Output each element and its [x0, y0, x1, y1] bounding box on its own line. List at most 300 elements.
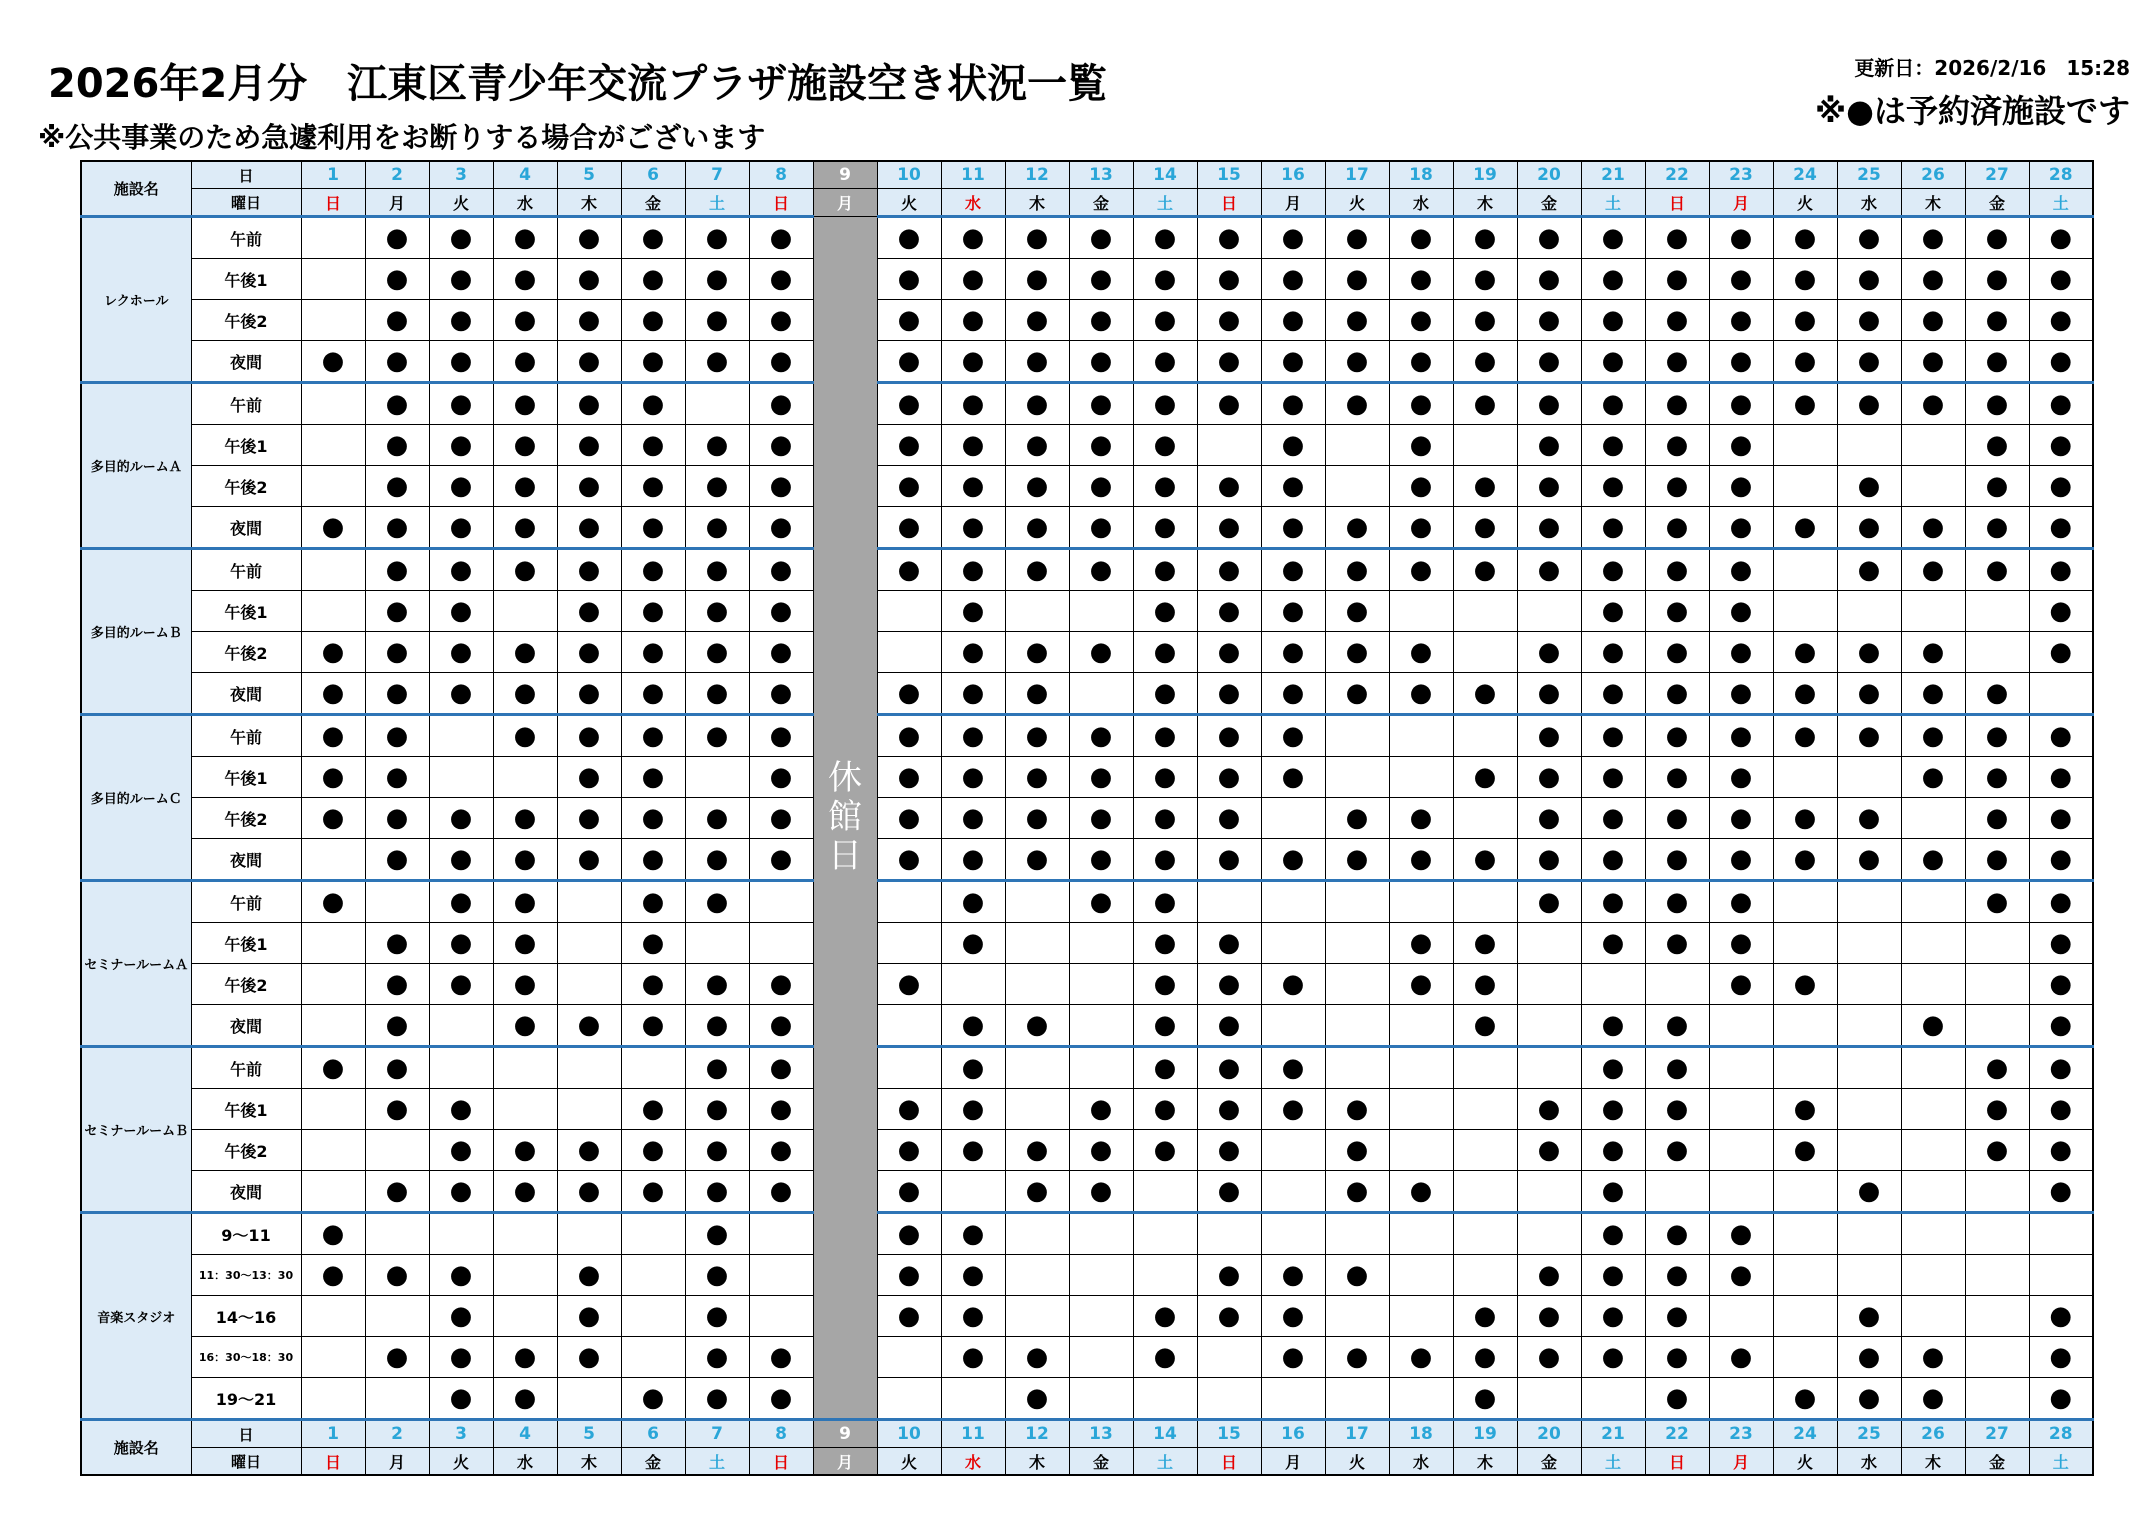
booked-cell: ●	[1581, 300, 1645, 341]
booked-cell: ●	[1709, 300, 1773, 341]
booked-cell: ●	[301, 757, 365, 798]
booked-cell: ●	[1133, 1047, 1197, 1089]
booked-cell: ●	[1773, 507, 1837, 549]
booked-cell: ●	[877, 839, 941, 881]
booked-cell: ●	[1453, 1005, 1517, 1047]
top-header-weekday: 火	[1773, 189, 1837, 217]
booked-cell: ●	[1965, 881, 2029, 923]
booked-cell: ●	[1197, 383, 1261, 425]
table-row	[81, 507, 2093, 549]
booked-cell: ●	[1517, 217, 1581, 259]
booked-cell: ●	[685, 1130, 749, 1171]
booked-cell: ●	[1773, 632, 1837, 673]
bottom-header-day-number: 24	[1773, 1420, 1837, 1448]
booked-cell: ●	[1005, 383, 1069, 425]
booked-cell: ●	[1197, 673, 1261, 715]
booked-cell: ●	[749, 549, 813, 591]
time-slot-label: 午後1	[191, 591, 301, 632]
booked-cell: ●	[749, 632, 813, 673]
booked-cell: ●	[557, 1130, 621, 1171]
booked-cell: ●	[749, 300, 813, 341]
booked-cell: ●	[1005, 632, 1069, 673]
time-slot-label: 午前	[191, 715, 301, 757]
top-header-day-number: 22	[1645, 161, 1709, 189]
available-cell	[301, 1337, 365, 1378]
booked-cell: ●	[1197, 1047, 1261, 1089]
booked-cell: ●	[1965, 715, 2029, 757]
booked-cell: ●	[1133, 217, 1197, 259]
booked-cell: ●	[941, 798, 1005, 839]
available-cell	[1389, 757, 1453, 798]
available-cell	[1709, 1296, 1773, 1337]
booked-cell: ●	[429, 507, 493, 549]
booked-cell: ●	[1389, 259, 1453, 300]
booked-cell: ●	[1197, 632, 1261, 673]
booked-cell: ●	[1709, 341, 1773, 383]
booked-cell: ●	[429, 798, 493, 839]
booked-cell: ●	[1197, 259, 1261, 300]
available-cell	[1709, 1130, 1773, 1171]
booked-cell: ●	[1773, 1378, 1837, 1420]
top-header-weekday: 月	[813, 189, 877, 217]
table-row	[81, 757, 2093, 798]
bottom-header-day-number: 2	[365, 1420, 429, 1448]
booked-cell: ●	[1645, 1005, 1709, 1047]
time-slot-label: 午後1	[191, 259, 301, 300]
booked-cell: ●	[429, 1255, 493, 1296]
booked-cell: ●	[941, 1089, 1005, 1130]
booked-cell: ●	[429, 425, 493, 466]
booked-cell: ●	[557, 1171, 621, 1213]
booked-cell: ●	[1325, 1130, 1389, 1171]
booked-cell: ●	[621, 507, 685, 549]
booked-cell: ●	[1965, 507, 2029, 549]
booked-cell: ●	[1261, 507, 1325, 549]
available-cell	[1773, 549, 1837, 591]
available-cell	[557, 1089, 621, 1130]
booked-cell: ●	[685, 591, 749, 632]
booked-cell: ●	[1773, 300, 1837, 341]
available-cell	[1325, 757, 1389, 798]
booked-cell: ●	[1261, 383, 1325, 425]
booked-cell: ●	[2029, 425, 2093, 466]
booked-cell: ●	[1325, 1337, 1389, 1378]
bottom-header-day-number: 5	[557, 1420, 621, 1448]
booked-cell: ●	[1453, 466, 1517, 507]
bottom-header-weekday: 月	[1261, 1448, 1325, 1476]
booked-cell: ●	[1197, 507, 1261, 549]
booked-cell: ●	[1325, 1255, 1389, 1296]
booked-cell: ●	[749, 757, 813, 798]
available-cell	[1389, 1213, 1453, 1255]
booked-cell: ●	[1581, 923, 1645, 964]
booked-cell: ●	[1773, 217, 1837, 259]
booked-cell: ●	[1389, 383, 1453, 425]
booked-cell: ●	[1325, 839, 1389, 881]
booked-cell: ●	[493, 259, 557, 300]
booked-cell: ●	[941, 839, 1005, 881]
booked-cell: ●	[365, 839, 429, 881]
available-cell	[1965, 632, 2029, 673]
booked-cell: ●	[1197, 964, 1261, 1005]
booked-cell: ●	[685, 259, 749, 300]
top-header-weekday: 日	[1645, 189, 1709, 217]
available-cell	[301, 1005, 365, 1047]
facility-name: 多目的ルームＡ	[81, 383, 191, 549]
booked-cell: ●	[429, 341, 493, 383]
booked-cell: ●	[429, 591, 493, 632]
booked-cell: ●	[1133, 673, 1197, 715]
bottom-header-facility-label: 施設名	[81, 1420, 191, 1476]
available-cell	[1005, 964, 1069, 1005]
time-slot-label: 夜間	[191, 1005, 301, 1047]
booked-cell: ●	[1197, 923, 1261, 964]
booked-cell: ●	[685, 964, 749, 1005]
available-cell	[1325, 1296, 1389, 1337]
top-header-day-number: 9	[813, 161, 877, 189]
time-slot-label: 夜間	[191, 1171, 301, 1213]
booked-cell: ●	[877, 341, 941, 383]
available-cell	[1901, 964, 1965, 1005]
booked-cell: ●	[557, 383, 621, 425]
booked-cell: ●	[685, 632, 749, 673]
booked-cell: ●	[2029, 1047, 2093, 1089]
booked-cell: ●	[1581, 1089, 1645, 1130]
available-cell	[301, 1130, 365, 1171]
available-cell	[1965, 591, 2029, 632]
table-row	[81, 341, 2093, 383]
booked-cell: ●	[1261, 839, 1325, 881]
booked-cell: ●	[557, 673, 621, 715]
booked-cell: ●	[621, 466, 685, 507]
booked-cell: ●	[1517, 259, 1581, 300]
available-cell	[2029, 673, 2093, 715]
booked-cell: ●	[685, 1005, 749, 1047]
top-header-weekday: 日	[301, 189, 365, 217]
available-cell	[1837, 1005, 1901, 1047]
available-cell	[493, 1089, 557, 1130]
booked-cell: ●	[2029, 798, 2093, 839]
booked-cell: ●	[1837, 839, 1901, 881]
booked-cell: ●	[1645, 757, 1709, 798]
booked-cell: ●	[1069, 881, 1133, 923]
booked-cell: ●	[1837, 549, 1901, 591]
booked-cell: ●	[1709, 923, 1773, 964]
top-header-day-number: 26	[1901, 161, 1965, 189]
booked-cell: ●	[1389, 1337, 1453, 1378]
available-cell	[1901, 923, 1965, 964]
available-cell	[1773, 1005, 1837, 1047]
booked-cell: ●	[1325, 798, 1389, 839]
booked-cell: ●	[2029, 383, 2093, 425]
available-cell	[1837, 1255, 1901, 1296]
available-cell	[1901, 1171, 1965, 1213]
top-header-weekday: 木	[1005, 189, 1069, 217]
top-header-day-number: 27	[1965, 161, 2029, 189]
booked-cell: ●	[1837, 673, 1901, 715]
booked-cell: ●	[1261, 259, 1325, 300]
booked-cell: ●	[1389, 217, 1453, 259]
available-cell	[1773, 591, 1837, 632]
top-header-day-number: 2	[365, 161, 429, 189]
booked-cell: ●	[1261, 673, 1325, 715]
booked-cell: ●	[1965, 217, 2029, 259]
available-cell	[1005, 923, 1069, 964]
available-cell	[621, 1047, 685, 1089]
booked-cell: ●	[877, 466, 941, 507]
available-cell	[1005, 591, 1069, 632]
booked-cell: ●	[429, 1171, 493, 1213]
booked-cell: ●	[1133, 425, 1197, 466]
booked-cell: ●	[749, 839, 813, 881]
booked-cell: ●	[1773, 798, 1837, 839]
booked-cell: ●	[557, 217, 621, 259]
booked-cell: ●	[1325, 673, 1389, 715]
booked-cell: ●	[1389, 466, 1453, 507]
time-slot-label: 午後2	[191, 300, 301, 341]
booked-cell: ●	[557, 798, 621, 839]
bottom-header-day-number: 15	[1197, 1420, 1261, 1448]
facility-name: 多目的ルームＣ	[81, 715, 191, 881]
available-cell	[1261, 798, 1325, 839]
table-row	[81, 383, 2093, 425]
available-cell	[1133, 1378, 1197, 1420]
top-header-weekday: 木	[1453, 189, 1517, 217]
booked-cell: ●	[1965, 798, 2029, 839]
available-cell	[1901, 1047, 1965, 1089]
available-cell	[301, 591, 365, 632]
available-cell	[301, 1296, 365, 1337]
table-row	[81, 881, 2093, 923]
booked-cell: ●	[1453, 341, 1517, 383]
booked-cell: ●	[1389, 507, 1453, 549]
booked-cell: ●	[1773, 715, 1837, 757]
bottom-header-weekday: 金	[1069, 1448, 1133, 1476]
available-cell	[1837, 757, 1901, 798]
booked-cell: ●	[749, 1047, 813, 1089]
available-cell	[1837, 1047, 1901, 1089]
updated-timestamp: 更新日：2026/2/16 15:28	[1854, 56, 2130, 80]
booked-cell: ●	[1389, 300, 1453, 341]
available-cell	[1965, 1337, 2029, 1378]
facility-name: 多目的ルームＢ	[81, 549, 191, 715]
booked-cell: ●	[429, 300, 493, 341]
booked-cell: ●	[1261, 757, 1325, 798]
booked-cell: ●	[1517, 673, 1581, 715]
available-cell	[1197, 1213, 1261, 1255]
available-cell	[1773, 757, 1837, 798]
booked-cell: ●	[2029, 507, 2093, 549]
booked-cell: ●	[1133, 466, 1197, 507]
available-cell	[1773, 1171, 1837, 1213]
booked-cell: ●	[1133, 507, 1197, 549]
table-row	[81, 964, 2093, 1005]
bottom-header-day-number: 28	[2029, 1420, 2093, 1448]
available-cell	[1837, 1130, 1901, 1171]
booked-cell: ●	[1453, 923, 1517, 964]
available-cell	[493, 1047, 557, 1089]
booked-cell: ●	[1069, 425, 1133, 466]
bottom-header-weekday: 水	[1389, 1448, 1453, 1476]
available-cell	[1965, 1005, 2029, 1047]
booked-cell: ●	[1581, 1005, 1645, 1047]
booked-cell: ●	[1965, 300, 2029, 341]
top-header-day-number: 28	[2029, 161, 2093, 189]
booked-cell: ●	[1197, 1171, 1261, 1213]
booked-cell: ●	[493, 839, 557, 881]
bottom-header-day-number: 19	[1453, 1420, 1517, 1448]
booked-cell: ●	[1069, 341, 1133, 383]
booked-cell: ●	[621, 673, 685, 715]
top-header-day-number: 6	[621, 161, 685, 189]
booked-cell: ●	[1709, 1213, 1773, 1255]
booked-cell: ●	[621, 1130, 685, 1171]
booked-cell: ●	[621, 425, 685, 466]
booked-cell: ●	[749, 1130, 813, 1171]
booked-cell: ●	[493, 466, 557, 507]
booked-cell: ●	[685, 798, 749, 839]
booked-cell: ●	[749, 591, 813, 632]
booked-cell: ●	[1645, 923, 1709, 964]
booked-cell: ●	[1709, 715, 1773, 757]
booked-cell: ●	[2029, 1337, 2093, 1378]
booked-cell: ●	[493, 549, 557, 591]
booked-cell: ●	[557, 757, 621, 798]
time-slot-label: 夜間	[191, 507, 301, 549]
booked-cell: ●	[301, 798, 365, 839]
available-cell	[1133, 1213, 1197, 1255]
top-header-weekday: 木	[557, 189, 621, 217]
bottom-header-weekday: 金	[621, 1448, 685, 1476]
booked-cell: ●	[2029, 217, 2093, 259]
available-cell	[1069, 1378, 1133, 1420]
booked-cell: ●	[1069, 300, 1133, 341]
booked-cell: ●	[1901, 259, 1965, 300]
booked-cell: ●	[1197, 839, 1261, 881]
available-cell	[749, 1255, 813, 1296]
booked-cell: ●	[1133, 300, 1197, 341]
booked-cell: ●	[1261, 1089, 1325, 1130]
available-cell	[877, 632, 941, 673]
available-cell	[1005, 1296, 1069, 1337]
available-cell	[365, 1296, 429, 1337]
booked-cell: ●	[1965, 259, 2029, 300]
booked-cell: ●	[1005, 839, 1069, 881]
table-row	[81, 839, 2093, 881]
booked-cell: ●	[1005, 217, 1069, 259]
booked-cell: ●	[557, 591, 621, 632]
available-cell	[301, 425, 365, 466]
booked-cell: ●	[1709, 798, 1773, 839]
booked-cell: ●	[1773, 341, 1837, 383]
booked-cell: ●	[493, 798, 557, 839]
booked-cell: ●	[1645, 1337, 1709, 1378]
available-cell	[749, 1213, 813, 1255]
booked-cell: ●	[1197, 341, 1261, 383]
top-header-day-number: 21	[1581, 161, 1645, 189]
booked-cell: ●	[1581, 507, 1645, 549]
available-cell	[2029, 1255, 2093, 1296]
available-cell	[1901, 1255, 1965, 1296]
booked-cell: ●	[1517, 839, 1581, 881]
booked-cell: ●	[1709, 1255, 1773, 1296]
booked-cell: ●	[749, 341, 813, 383]
available-cell	[1389, 881, 1453, 923]
time-slot-label: 午前	[191, 881, 301, 923]
booked-cell: ●	[1005, 341, 1069, 383]
available-cell	[557, 1213, 621, 1255]
available-cell	[1389, 591, 1453, 632]
booked-cell: ●	[1773, 383, 1837, 425]
table-row	[81, 1378, 2093, 1420]
available-cell	[1389, 1255, 1453, 1296]
booked-cell: ●	[941, 1047, 1005, 1089]
booked-cell: ●	[301, 1213, 365, 1255]
top-header-weekday: 水	[1389, 189, 1453, 217]
top-header-weekday: 土	[1133, 189, 1197, 217]
booked-cell: ●	[941, 549, 1005, 591]
booked-cell: ●	[1133, 1337, 1197, 1378]
available-cell	[1389, 1296, 1453, 1337]
booked-cell: ●	[1645, 798, 1709, 839]
booked-cell: ●	[365, 1047, 429, 1089]
booked-cell: ●	[1389, 1171, 1453, 1213]
booked-cell: ●	[301, 632, 365, 673]
booked-cell: ●	[941, 259, 1005, 300]
available-cell	[621, 1255, 685, 1296]
booked-cell: ●	[685, 881, 749, 923]
booked-cell: ●	[685, 341, 749, 383]
available-cell	[1325, 1047, 1389, 1089]
time-slot-label: 午前	[191, 383, 301, 425]
booked-cell: ●	[1901, 715, 1965, 757]
booked-cell: ●	[1581, 1171, 1645, 1213]
booked-cell: ●	[1389, 964, 1453, 1005]
available-cell	[1517, 1047, 1581, 1089]
booked-cell: ●	[1581, 549, 1645, 591]
closed-day-label: 休館日	[828, 757, 862, 877]
booked-cell: ●	[1261, 425, 1325, 466]
booked-cell: ●	[1133, 341, 1197, 383]
booked-cell: ●	[1709, 1337, 1773, 1378]
booked-cell: ●	[1965, 839, 2029, 881]
booked-cell: ●	[1581, 341, 1645, 383]
available-cell	[1261, 1005, 1325, 1047]
available-cell	[1581, 1378, 1645, 1420]
available-cell	[1773, 466, 1837, 507]
available-cell	[493, 591, 557, 632]
available-cell	[365, 1130, 429, 1171]
booked-cell: ●	[749, 466, 813, 507]
booked-cell: ●	[1709, 259, 1773, 300]
available-cell	[1261, 923, 1325, 964]
available-cell	[1197, 881, 1261, 923]
booked-cell: ●	[749, 1337, 813, 1378]
booked-cell: ●	[877, 300, 941, 341]
available-cell	[493, 1213, 557, 1255]
booked-cell: ●	[1581, 673, 1645, 715]
booked-cell: ●	[1325, 591, 1389, 632]
top-header-weekday: 火	[1325, 189, 1389, 217]
booked-cell: ●	[749, 1378, 813, 1420]
available-cell	[1389, 715, 1453, 757]
available-cell	[1197, 425, 1261, 466]
available-cell	[1133, 1171, 1197, 1213]
available-cell	[1325, 466, 1389, 507]
available-cell	[685, 383, 749, 425]
booked-cell: ●	[1453, 1296, 1517, 1337]
booked-cell: ●	[1069, 383, 1133, 425]
